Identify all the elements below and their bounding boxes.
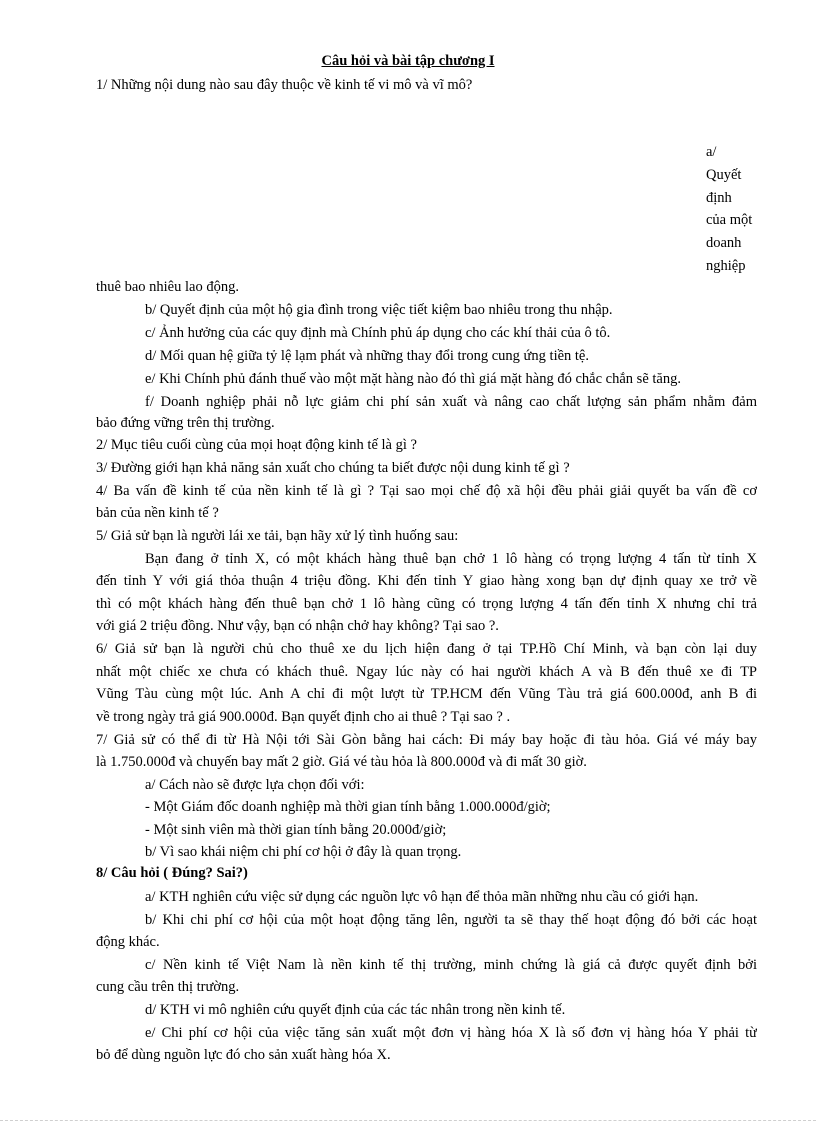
question-8c: c/ Nền kinh tế Việt Nam là nền kinh tế thị trường, minh chứng là giá cả được quyết định bởi xyxy=(145,957,757,973)
question-7b: b/ Vì sao khái niệm chi phí cơ hội ở đây là quan trọng. xyxy=(145,844,462,860)
column-word: doanh xyxy=(706,235,742,252)
question-8-heading: 8/ Câu hỏi ( Đúng? Sai?) xyxy=(96,865,248,881)
question-8b-continued: động khác. xyxy=(96,934,160,950)
question-8c-continued: cung cầu trên thị trường. xyxy=(96,979,240,995)
question-3: 3/ Đường giới hạn khả năng sản xuất cho chúng ta biết được nội dung kinh tế gì ? xyxy=(96,460,570,476)
column-word: nghiệp xyxy=(706,257,746,274)
question-6-continued: về trong ngày trả giá 900.000đ. Bạn quyết định cho ai thuê ? Tại sao ? . xyxy=(96,709,511,725)
column-word: a/ xyxy=(706,144,717,160)
question-7a: a/ Cách nào sẽ được lựa chọn đối với: xyxy=(145,777,365,793)
question-7: 7/ Giả sử có thể đi từ Hà Nội tới Sài Gòn bằng hai cách: Đi máy bay hoặc đi tàu hỏa. Giá vé máy bay xyxy=(96,732,757,748)
question-5: 5/ Giả sử bạn là người lái xe tải, bạn hãy xử lý tình huống sau: xyxy=(96,528,459,544)
column-word: Quyết xyxy=(706,166,742,183)
question-8e: e/ Chi phí cơ hội của việc tăng sản xuất một đơn vị hàng hóa X là số đơn vị hàng hóa Y phải từ xyxy=(145,1025,757,1041)
question-8e-continued: bỏ để dùng nguồn lực đó cho sản xuất hàng hóa X. xyxy=(96,1047,391,1063)
question-8a: a/ KTH nghiên cứu việc sử dụng các nguồn lực vô hạn để thỏa mãn những nhu cầu có giới hạn. xyxy=(145,889,699,905)
question-8d: d/ KTH vi mô nghiên cứu quyết định của các tác nhân trong nền kinh tế. xyxy=(145,1002,566,1018)
question-1a-continued: thuê bao nhiêu lao động. xyxy=(96,279,239,295)
question-4: 4/ Ba vấn đề kinh tế của nền kinh tế là gì ? Tại sao mọi chế độ xã hội đều phải giải quyết ba vấn đề cơ xyxy=(96,483,757,499)
column-word: định xyxy=(706,189,732,206)
question-5-paragraph: Bạn đang ở tỉnh X, có một khách hàng thuê bạn chở 1 lô hàng có trọng lượng 4 tấn từ tỉnh X xyxy=(145,551,757,567)
page-title: Câu hỏi và bài tập chương I xyxy=(321,53,495,69)
question-8b: b/ Khi chi phí cơ hội của một hoạt động tăng lên, người ta sẽ thay thế hoạt động đó bởi các hoạt xyxy=(145,912,757,928)
question-5-paragraph: thì có một khách hàng đến thuê bạn chở 1 lô hàng cũng có trọng lượng 4 tấn đến tỉnh X nhưng chỉ trả xyxy=(96,596,757,612)
question-5-paragraph: với giá 2 triệu đồng. Như vậy, bạn có nhận chở hay không? Tại sao ?. xyxy=(96,618,499,634)
question-2: 2/ Mục tiêu cuối cùng của mọi hoạt động kinh tế là gì ? xyxy=(96,437,417,453)
question-6-continued: nhất một chiếc xe chưa có khách thuê. Ngay lúc này có hai người khách A và B đến thuê xe đi TP xyxy=(96,664,757,680)
question-1c: c/ Ảnh hưởng của các quy định mà Chính phủ áp dụng cho các khí thải của ô tô. xyxy=(145,325,611,341)
question-4-continued: bản của nền kinh tế ? xyxy=(96,505,219,521)
question-7a-item: - Một sinh viên mà thời gian tính bằng 20.000đ/giờ; xyxy=(145,822,447,838)
question-7-continued: là 1.750.000đ và chuyến bay mất 2 giờ. Giá vé tàu hỏa là 800.000đ và đi mất 30 giờ. xyxy=(96,754,587,770)
question-1: 1/ Những nội dung nào sau đây thuộc về kinh tế vi mô và vĩ mô? xyxy=(96,77,473,93)
question-1e: e/ Khi Chính phủ đánh thuế vào một mặt hàng nào đó thì giá mặt hàng đó chắc chắn sẽ tăng. xyxy=(145,371,681,387)
question-1b: b/ Quyết định của một hộ gia đình trong việc tiết kiệm bao nhiêu trong thu nhập. xyxy=(145,302,613,318)
question-6-continued: Vũng Tàu cùng một lúc. Anh A chỉ đi một lượt từ TP.HCM đến Vũng Tàu trả giá 600.000đ, anh B đi xyxy=(96,686,757,702)
question-7a-item: - Một Giám đốc doanh nghiệp mà thời gian tính bằng 1.000.000đ/giờ; xyxy=(145,799,551,815)
question-5-paragraph: đến tỉnh Y với giá thỏa thuận 4 triệu đồng. Khi đến tỉnh Y giao hàng xong bạn dự định quay xe trở về xyxy=(96,573,757,589)
question-1f: f/ Doanh nghiệp phải nỗ lực giảm chi phí sản xuất và nâng cao chất lượng sản phẩm nhằm đảm xyxy=(145,394,757,410)
question-1f-continued: bảo đứng vững trên thị trường. xyxy=(96,415,275,431)
question-6: 6/ Giả sử bạn là người chủ cho thuê xe du lịch hiện đang ở tại TP.Hồ Chí Minh, và bạn còn lại duy xyxy=(96,641,757,657)
question-1a-column xyxy=(706,141,766,278)
page-bottom-rule xyxy=(0,1120,816,1121)
question-1d: d/ Mối quan hệ giữa tỷ lệ lạm phát và những thay đổi trong cung ứng tiền tệ. xyxy=(145,348,589,364)
column-word: của một xyxy=(706,212,753,229)
